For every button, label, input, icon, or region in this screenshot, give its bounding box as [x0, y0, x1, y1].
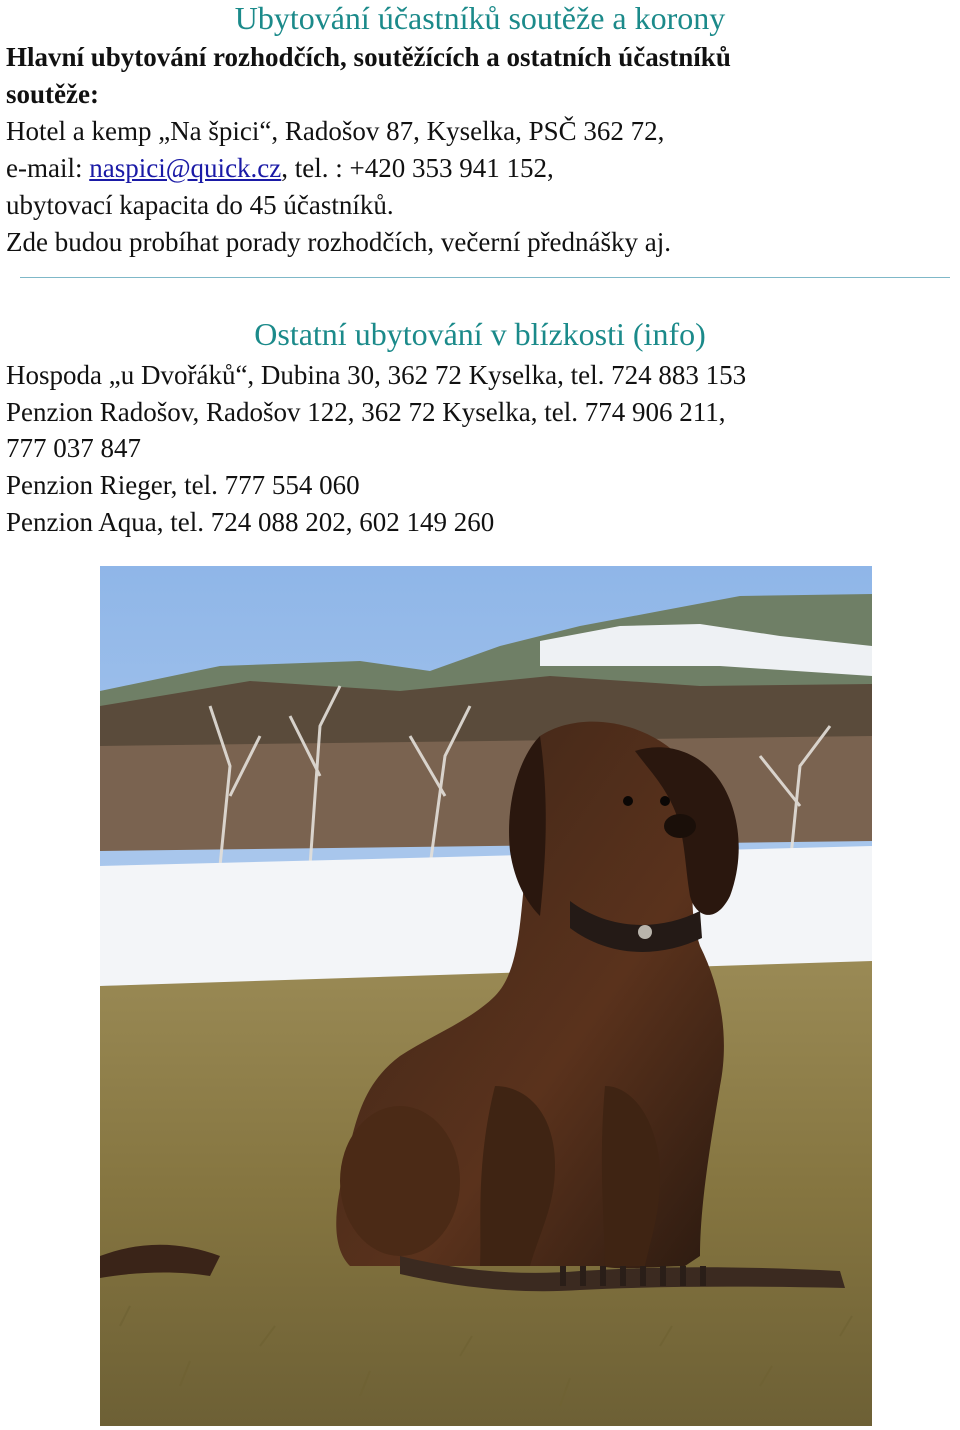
hotel-address: Hotel a kemp „Na špici“, Radošov 87, Kyselka, PSČ 362 72,: [6, 116, 665, 146]
contact-line: [6, 152, 554, 184]
section-divider: [20, 277, 950, 278]
email-link[interactable]: naspici@quick.cz: [89, 153, 282, 183]
dog-photo: [100, 566, 872, 1426]
accommodation-line: Penzion Rieger, tel. 777 554 060: [6, 470, 360, 500]
subtitle-line-1: Hlavní ubytování rozhodčích, soutěžících a ostatních účastníků: [6, 42, 731, 72]
accommodation-line: Hospoda „u Dvořáků“, Dubina 30, 362 72 Kyselka, tel. 724 883 153: [6, 360, 747, 390]
capacity-text: ubytovací kapacita do 45 účastníků.: [6, 190, 394, 220]
subtitle-line-2: soutěže:: [6, 79, 99, 109]
email-label: e-mail:: [6, 153, 90, 183]
accommodation-line: 777 037 847: [6, 433, 141, 463]
section-title-accommodation: Ubytování účastníků soutěže a korony: [234, 0, 726, 36]
section-title-other-accommodation: Ostatní ubytování v blízkosti (info): [254, 316, 706, 352]
note-text: Zde budou probíhat porady rozhodčích, večerní přednášky aj.: [6, 227, 672, 257]
accommodation-line: Penzion Aqua, tel. 724 088 202, 602 149 260: [6, 507, 495, 537]
accommodation-line: Penzion Radošov, Radošov 122, 362 72 Kyselka, tel. 774 906 211,: [6, 397, 726, 427]
phone-text: , tel. : +420 353 941 152,: [281, 153, 554, 183]
